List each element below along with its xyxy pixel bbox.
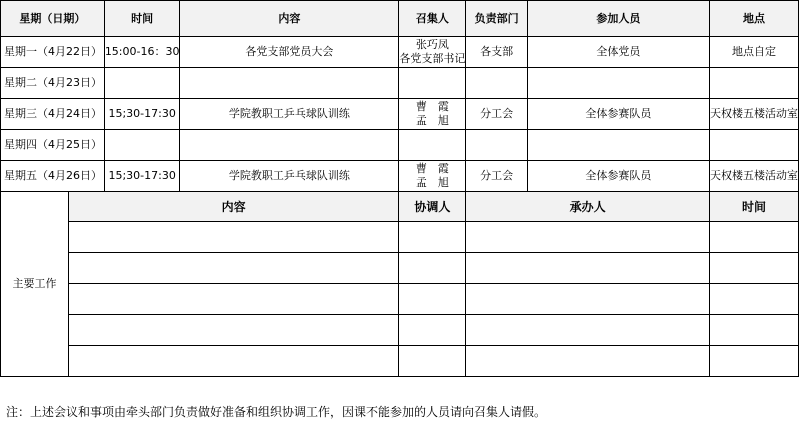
content-cell (180, 68, 399, 99)
time-cell: 15:00-16：30 (104, 37, 180, 68)
content-cell: 学院教职工乒乓球队训练 (180, 161, 399, 192)
main-work-header-organizer: 承办人 (466, 192, 710, 222)
main-work-header-time: 时间 (709, 192, 798, 222)
participants-cell: 全体党员 (527, 37, 709, 68)
participants-cell: 全体参赛队员 (527, 99, 709, 130)
header-time: 时间 (104, 1, 180, 37)
main-work-row (1, 222, 799, 253)
location-cell (709, 130, 798, 161)
main-work-label: 主要工作 (1, 192, 69, 377)
header-row (1, 1, 799, 37)
day-cell: 星期四（4月25日） (1, 130, 105, 161)
dept-cell: 各支部 (466, 37, 527, 68)
main-work-header-coordinator: 协调人 (399, 192, 466, 222)
convener-name: 各党支部书记 (399, 52, 466, 65)
header-day: 星期（日期） (1, 1, 105, 37)
day-cell: 星期三（4月24日） (1, 99, 105, 130)
main-work-row (1, 315, 799, 346)
header-convener: 召集人 (399, 1, 466, 37)
main-work-row (1, 253, 799, 284)
convener-cell (399, 99, 466, 130)
header-dept: 负责部门 (466, 1, 527, 37)
time-cell: 15;30-17:30 (104, 99, 180, 130)
content-cell (180, 130, 399, 161)
convener-cell (399, 37, 466, 68)
time-cell (104, 130, 180, 161)
header-location: 地点 (709, 1, 798, 37)
schedule-row (1, 130, 799, 161)
header-content: 内容 (180, 1, 399, 37)
time-cell: 15;30-17:30 (104, 161, 180, 192)
dept-cell: 分工会 (466, 161, 527, 192)
dept-cell (466, 68, 527, 99)
location-cell (709, 68, 798, 99)
day-cell: 星期一（4月22日） (1, 37, 105, 68)
convener-name: 曹 霞 (415, 100, 449, 113)
time-cell (104, 68, 180, 99)
convener-cell (399, 161, 466, 192)
schedule-row (1, 161, 799, 192)
participants-cell (527, 130, 709, 161)
day-cell: 星期二（4月23日） (1, 68, 105, 99)
convener-cell (399, 68, 466, 99)
main-work-header-row (1, 192, 799, 222)
schedule-row (1, 68, 799, 99)
main-work-row (1, 346, 799, 377)
participants-cell (527, 68, 709, 99)
main-work-row (1, 284, 799, 315)
content-cell: 各党支部党员大会 (180, 37, 399, 68)
day-cell: 星期五（4月26日） (1, 161, 105, 192)
content-cell: 学院教职工乒乓球队训练 (180, 99, 399, 130)
dept-cell (466, 130, 527, 161)
dept-cell: 分工会 (466, 99, 527, 130)
participants-cell: 全体参赛队员 (527, 161, 709, 192)
schedule-row (1, 99, 799, 130)
footer-note: 注：上述会议和事项由牵头部门负责做好准备和组织协调工作，因课不能参加的人员请向召集人请假。 (6, 405, 547, 419)
convener-name: 曹 霞 (415, 162, 449, 175)
location-cell: 天权楼五楼活动室 (709, 161, 798, 192)
main-work-header-content: 内容 (68, 192, 398, 222)
location-cell: 天权楼五楼活动室 (709, 99, 798, 130)
schedule-row (1, 37, 799, 68)
convener-name: 孟 旭 (415, 176, 449, 189)
convener-cell (399, 130, 466, 161)
header-participants: 参加人员 (527, 1, 709, 37)
convener-name: 孟 旭 (415, 114, 449, 127)
convener-name: 张巧凤 (415, 38, 449, 51)
location-cell: 地点自定 (709, 37, 798, 68)
